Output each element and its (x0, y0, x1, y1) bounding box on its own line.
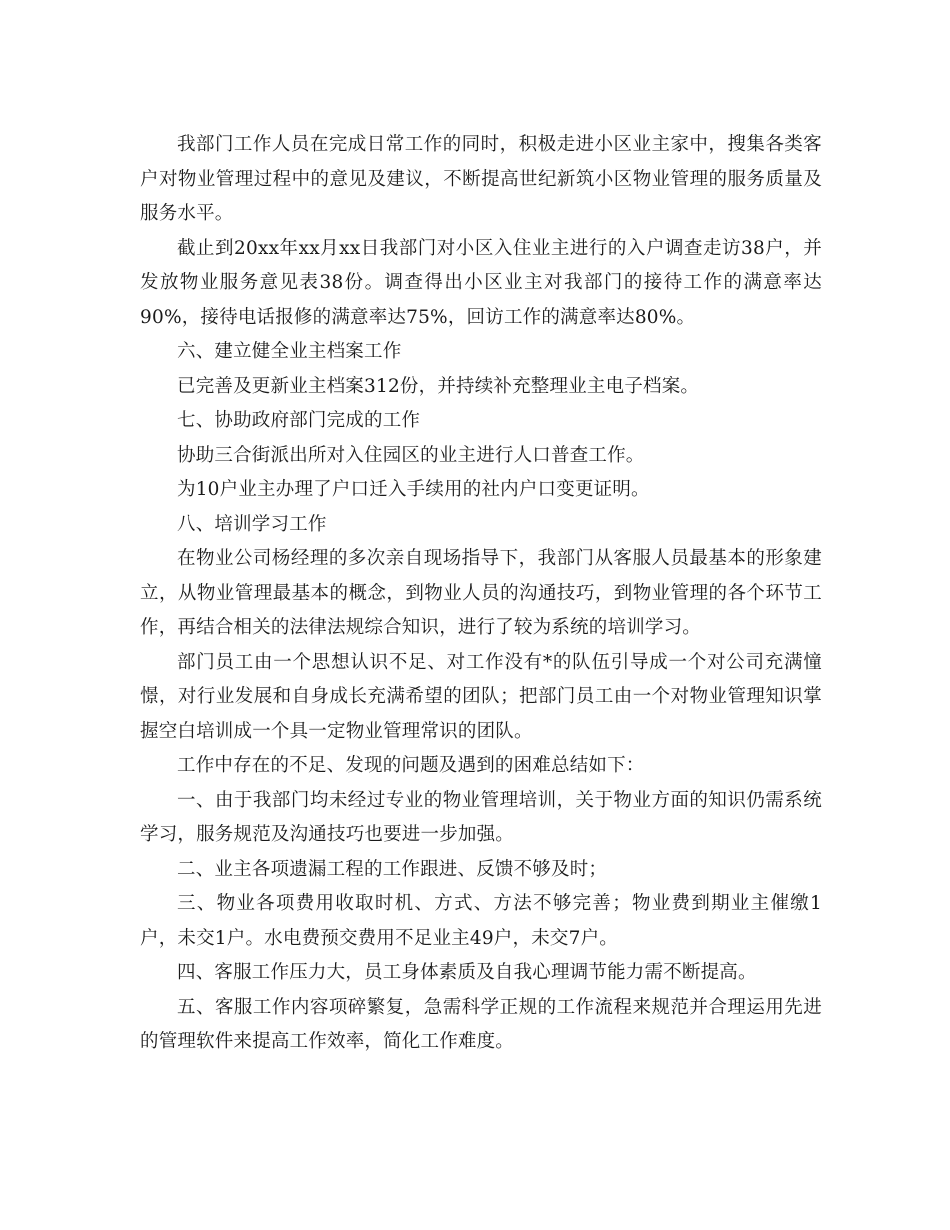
paragraph-training-details: 在物业公司杨经理的多次亲自现场指导下，我部门从客服人员最基本的形象建立，从物业管理最基本的概念，到物业人员的沟通技巧，到物业管理的各个环节工作，再结合相关的法律法规综合知识，进行了较为系统的培训学习。 (140, 548, 822, 638)
section-heading-owner-archives: 六、建立健全业主档案工作 (177, 341, 402, 362)
list-item-problem-1: 一、由于我部门均未经过专业的物业管理培训，关于物业方面的知识仍需系统学习，服务规范及沟通技巧也要进一步加强。 (140, 789, 822, 845)
paragraph-team-growth: 部门员工由一个思想认识不足、对工作没有*的队伍引导成一个对公司充满憧憬，对行业发展和自身成长充满希望的团队；把部门员工由一个对物业管理知识掌握空白培训成一个具一定物业管理常识的团队。 (140, 651, 822, 742)
list-item-problem-4: 四、客服工作压力大，员工身体素质及自我心理调节能力需不断提高。 (177, 962, 757, 983)
paragraph-household-certificates: 为10户业主办理了户口迁入手续用的社内户口变更证明。 (177, 479, 650, 500)
document-body (140, 128, 822, 1060)
paragraph-problems-intro: 工作中存在的不足、发现的问题及遇到的困难总结如下： (177, 755, 645, 776)
paragraph-owner-archives: 已完善及更新业主档案312份，并持续补充整理业主电子档案。 (177, 375, 700, 397)
paragraph-survey-results: 截止到20xx年xx月xx日我部门对小区入住业主进行的入户调查走访38户，并发放物业服务意见表38份。调查得出小区业主对我部门的接待工作的满意率达90%，接待电话报修的满意率达75%，回访工作的满意率达80%。 (140, 237, 822, 328)
list-item-problem-5: 五、客服工作内容项碎繁复，急需科学正规的工作流程来规范并合理运用先进的管理软件来提高工作效率，简化工作难度。 (140, 996, 822, 1052)
section-heading-training: 八、培训学习工作 (177, 513, 327, 535)
paragraph-customer-feedback: 我部门工作人员在完成日常工作的同时，积极走进小区业主家中，搜集各类客户对物业管理过程中的意见及建议，不断提高世纪新筑小区物业管理的服务质量及服务水平。 (140, 134, 822, 224)
section-heading-government-assist: 七、协助政府部门完成的工作 (177, 410, 421, 431)
list-item-problem-3: 三、物业各项费用收取时机、方式、方法不够完善；物业费到期业主催缴1户，未交1户。水电费预交费用不足业主49户，未交7户。 (140, 893, 822, 949)
list-item-problem-2: 二、业主各项遗漏工程的工作跟进、反馈不够及时； (177, 858, 608, 880)
paragraph-census-assist: 协助三合街派出所对入住园区的业主进行人口普查工作。 (177, 444, 645, 466)
